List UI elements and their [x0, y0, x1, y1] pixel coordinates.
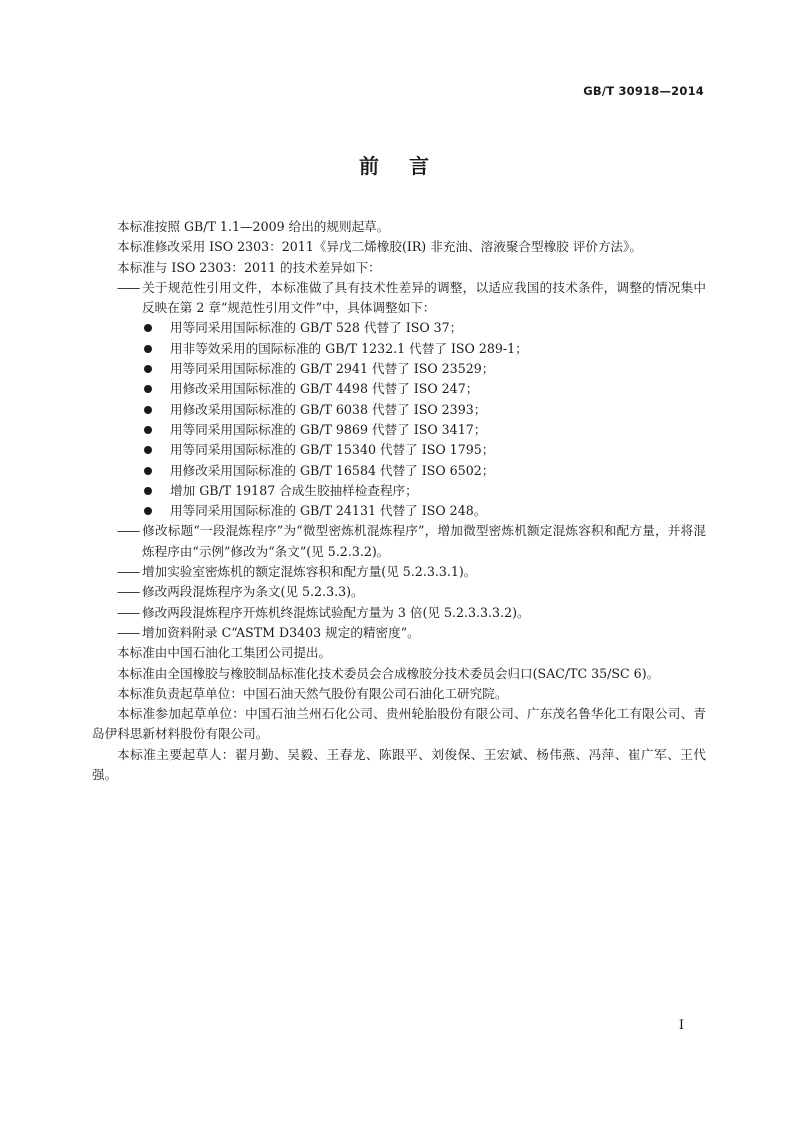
paragraph-committee: 本标准由全国橡胶与橡胶制品标准化技术委员会合成橡胶分技术委员会归口(SAC/TC 35/SC 6)。	[117, 665, 660, 681]
bullet-dot-icon	[144, 365, 152, 373]
paragraph-drafting-rules: 本标准按照 GB/T 1.1—2009 给出的规则起草。	[117, 219, 390, 234]
bullet-text: 用等同采用国际标准的 GB/T 9869 代替了 ISO 3417；	[170, 421, 487, 437]
dash-item	[92, 562, 706, 582]
bullet-item	[92, 481, 706, 501]
dash-item-normative-refs	[92, 278, 706, 319]
bullet-text: 增加 GB/T 19187 合成生胶抽样检查程序；	[170, 482, 418, 498]
dash-mark: ——	[117, 523, 139, 539]
dash-item	[92, 623, 706, 643]
dash-item-text: 修改两段混炼程序为条文(见 5.2.3.3)。	[142, 584, 364, 600]
bullet-item	[92, 339, 706, 359]
dash-item-text: 增加资料附录 C“ASTM D3403 规定的精密度”。	[142, 624, 420, 640]
page-title: 前言	[359, 154, 459, 178]
paragraph-lead-drafter: 本标准负责起草单位：中国石油天然气股份有限公司石油化工研究院。	[117, 685, 508, 701]
bullet-text: 用等同采用国际标准的 GB/T 15340 代替了 ISO 1795；	[170, 442, 495, 458]
paragraph-adoption: 本标准修改采用 ISO 2303：2011《异戊二烯橡胶(IR) 非充油、溶液聚合型橡胶 评价方法》。	[117, 239, 643, 255]
bullet-text: 用等同采用国际标准的 GB/T 2941 代替了 ISO 23529；	[170, 361, 495, 377]
dash-item-text: 修改两段混炼程序开炼机终混炼试验配方量为 3 倍(见 5.2.3.3.3.2)。	[142, 604, 530, 620]
preface-body	[92, 217, 706, 785]
standard-code: GB/T 30918—2014	[583, 84, 704, 98]
dash-mark: ——	[117, 279, 139, 295]
bullet-text: 用修改采用国际标准的 GB/T 4498 代替了 ISO 247；	[170, 381, 479, 397]
dash-item-text: 关于规范性引用文件，本标准做了具有技术性差异的调整，以适应我国的技术条件，调整的情况集中反映在第 2 章“规范性引用文件”中，具体调整如下：	[142, 279, 706, 316]
paragraph-differences-intro: 本标准与 ISO 2303：2011 的技术差异如下：	[117, 259, 381, 275]
bullet-item	[92, 461, 706, 481]
bullet-item	[92, 318, 706, 338]
bullet-dot-icon	[144, 426, 152, 434]
bullet-dot-icon	[144, 446, 152, 454]
page-number: I	[678, 1018, 684, 1033]
bullet-dot-icon	[144, 406, 152, 414]
bullet-item	[92, 440, 706, 460]
bullet-dot-icon	[144, 324, 152, 332]
bullet-item	[92, 400, 706, 420]
bullet-dot-icon	[144, 467, 152, 475]
dash-mark: ——	[117, 584, 139, 600]
dash-item	[92, 521, 706, 562]
bullet-item	[92, 379, 706, 399]
dash-mark: ——	[117, 624, 139, 640]
dash-item	[92, 603, 706, 623]
bullet-item	[92, 501, 706, 521]
paragraph-main-drafters: 本标准主要起草人：翟月勤、吴毅、王春龙、陈跟平、刘俊保、王宏斌、杨伟燕、冯萍、崔广军、王代强。	[92, 746, 706, 783]
bullet-text: 用等同采用国际标准的 GB/T 528 代替了 ISO 37；	[170, 320, 463, 336]
bullet-text: 用非等效采用的国际标准的 GB/T 1232.1 代替了 ISO 289-1；	[170, 340, 528, 356]
bullet-item	[92, 359, 706, 379]
paragraph-participating-drafters: 本标准参加起草单位：中国石油兰州石化公司、贵州轮胎股份有限公司、广东茂名鲁华化工有限公司、青岛伊科思新材料股份有限公司。	[92, 706, 706, 742]
bullet-dot-icon	[144, 487, 152, 495]
bullet-item	[92, 420, 706, 440]
dash-item-text: 增加实验室密炼机的额定混炼容积和配方量(见 5.2.3.3.1)。	[142, 564, 477, 580]
bullet-dot-icon	[144, 385, 152, 393]
dash-mark: ——	[117, 604, 139, 620]
paragraph-proposer: 本标准由中国石油化工集团公司提出。	[117, 645, 332, 661]
dash-item-text: 修改标题“一段混炼程序”为“微型密炼机混炼程序”，增加微型密炼机额定混炼容积和配方量，并将混炼程序由“示例”修改为“条文”(见 5.2.3.2)。	[142, 523, 706, 559]
bullet-dot-icon	[144, 507, 152, 515]
bullet-text: 用等同采用国际标准的 GB/T 24131 代替了 ISO 248。	[170, 503, 487, 519]
dash-mark: ——	[117, 564, 139, 580]
bullet-dot-icon	[144, 345, 152, 353]
dash-item	[92, 582, 706, 602]
bullet-text: 用修改采用国际标准的 GB/T 6038 代替了 ISO 2393；	[170, 401, 487, 417]
bullet-text: 用修改采用国际标准的 GB/T 16584 代替了 ISO 6502；	[170, 462, 495, 478]
